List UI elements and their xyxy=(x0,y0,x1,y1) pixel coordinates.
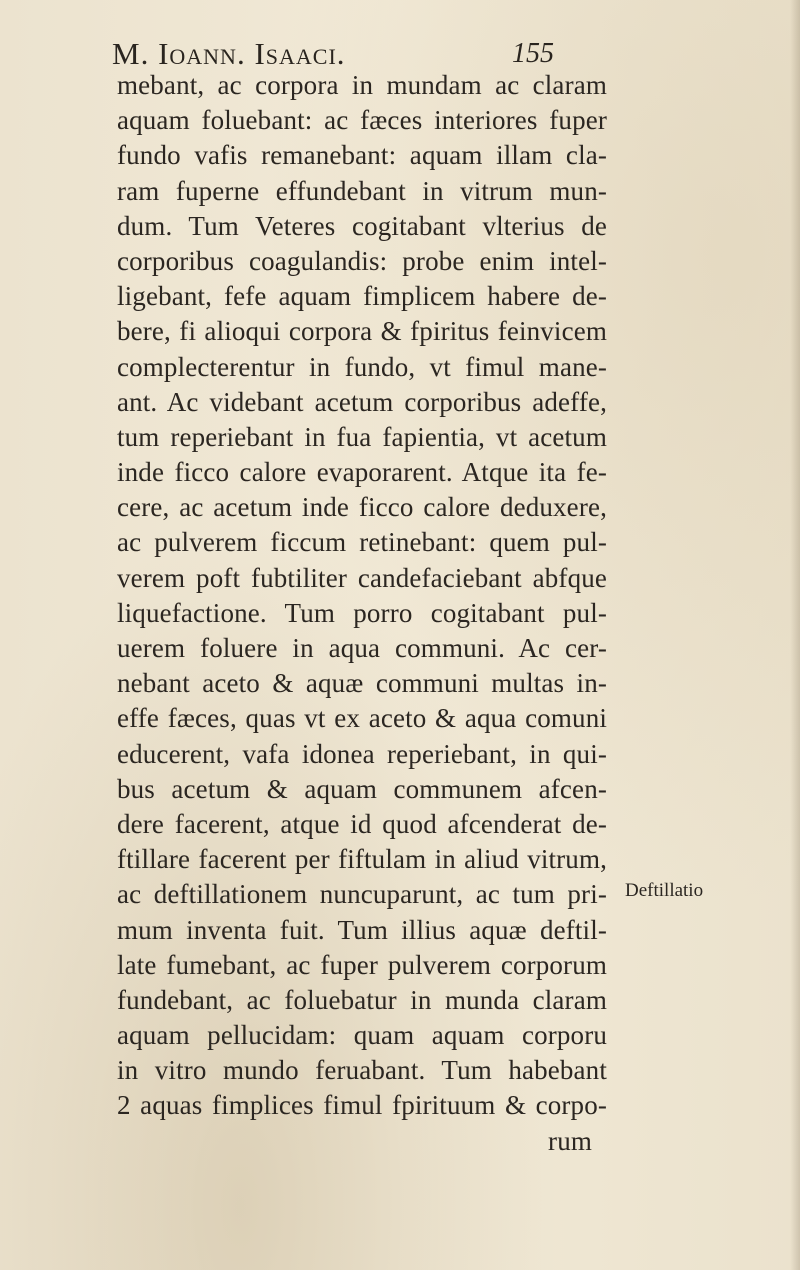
text-line: fundo vafis remanebant: aquam illam cla- xyxy=(117,140,607,171)
catchword: rum xyxy=(548,1125,592,1156)
text-line: effe fæces, quas vt ex aceto & aqua comuni xyxy=(117,703,607,734)
text-line: complecterentur in fundo, vt fimul mane- xyxy=(117,351,607,382)
text-line: ram fuperne effundebant in vitrum mun- xyxy=(117,175,607,206)
text-line: dere facerent, atque id quod afcenderat de- xyxy=(117,808,607,839)
text-line: liquefactione. Tum porro cogitabant pul- xyxy=(117,597,607,628)
text-line: aquam foluebant: ac fæces interiores fuper xyxy=(117,105,607,136)
text-line: aquam pellucidam: quam aquam corporu xyxy=(117,1020,607,1051)
text-line: dum. Tum Veteres cogitabant vlterius de xyxy=(117,210,607,241)
text-line: 2 aquas fimplices fimul fpirituum & corpo- xyxy=(117,1090,607,1121)
text-line: mebant, ac corpora in mundam ac claram xyxy=(117,70,607,100)
text-line: ftillare facerent per fiftulam in aliud vitrum, xyxy=(117,844,607,875)
page-edge-shadow xyxy=(790,0,800,1270)
text-line: cere, ac acetum inde ficco calore deduxere, xyxy=(117,492,607,523)
running-head: M. Ioann. Isaaci. xyxy=(112,36,346,71)
text-line: verem poft fubtiliter candefaciebant abfque xyxy=(117,562,607,593)
text-line: late fumebant, ac fuper pulverem corporum xyxy=(117,949,607,980)
text-line: fundebant, ac foluebatur in munda claram xyxy=(117,984,607,1015)
text-line: ant. Ac videbant acetum corporibus adeffe, xyxy=(117,386,607,417)
body-text xyxy=(117,68,607,1159)
text-line: educerent, vafa idonea reperiebant, in qui- xyxy=(117,738,607,769)
text-line: corporibus coagulandis: probe enim intel- xyxy=(117,245,607,276)
text-line: tum reperiebant in fua fapientia, vt acetum xyxy=(117,421,607,452)
text-line: ac pulverem ficcum retinebant: quem pul- xyxy=(117,527,607,558)
text-line: ac deftillationem nuncuparunt, ac tum pri- xyxy=(117,879,607,910)
page-number: 155 xyxy=(512,38,554,69)
text-line: in vitro mundo feruabant. Tum habebant xyxy=(117,1055,607,1086)
text-line: nebant aceto & aquæ communi multas in- xyxy=(117,668,607,699)
text-line: uerem foluere in aqua communi. Ac cer- xyxy=(117,633,607,663)
text-line: ligebant, fefe aquam fimplicem habere de- xyxy=(117,281,607,312)
text-line: inde ficco calore evaporarent. Atque ita fe- xyxy=(117,457,607,488)
margin-note: Deftillatio xyxy=(625,880,704,901)
text-line: mum inventa fuit. Tum illius aquæ deftil- xyxy=(117,914,607,945)
text-line: bere, fi alioqui corpora & fpiritus feinvicem xyxy=(117,316,607,347)
text-line: bus acetum & aquam communem afcen- xyxy=(117,773,607,804)
